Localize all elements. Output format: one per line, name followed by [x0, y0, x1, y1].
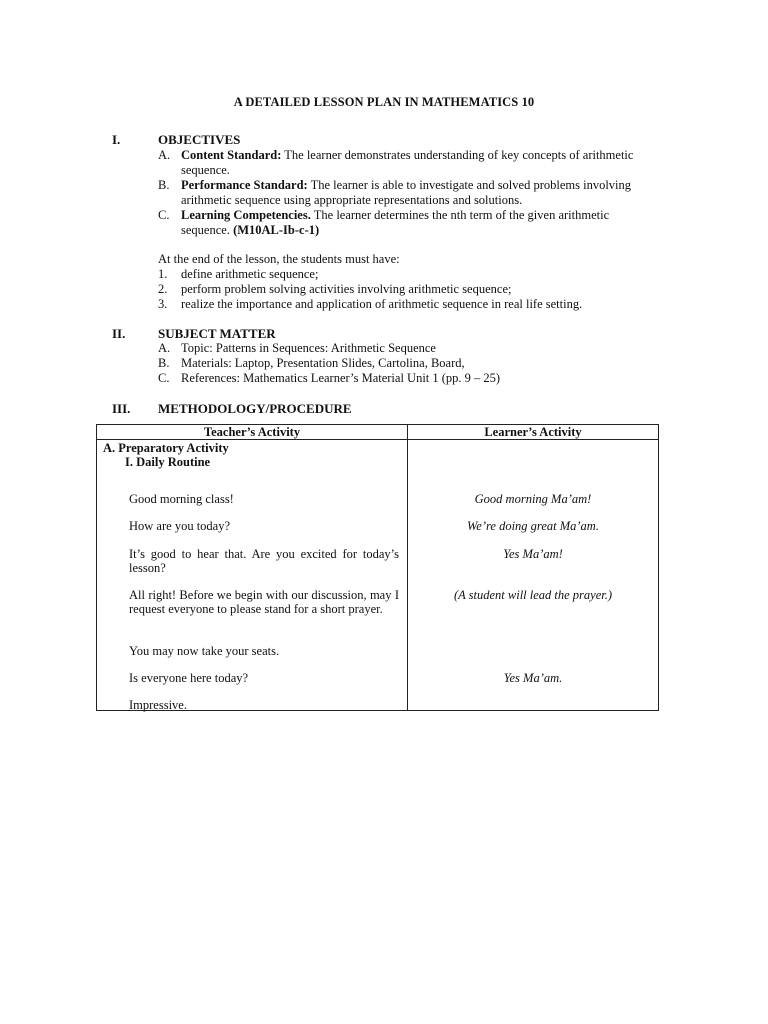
goal-item: [158, 267, 658, 282]
subject-text: Materials: Laptop, Presentation Slides, Cartolina, Board,: [181, 356, 465, 370]
teacher-line: Good morning class!: [129, 492, 234, 506]
objective-item: [158, 178, 658, 208]
teacher-line: Is everyone here today?: [129, 671, 249, 685]
learner-line: Yes Ma’am!: [503, 547, 563, 561]
teacher-line: All right! Before we begin with our discussion, may I request everyone to please stand for a short prayer.: [129, 588, 399, 616]
goal-marker: 1.: [158, 267, 168, 281]
learner-line: Good morning Ma’am!: [474, 492, 592, 506]
teacher-activity-cell: [97, 440, 408, 711]
teacher-activity-header: Teacher’s Activity: [97, 425, 408, 440]
subject-item: [158, 371, 658, 386]
subject-item: [158, 356, 658, 371]
goals-intro: At the end of the lesson, the students must have:: [158, 252, 400, 266]
subject-marker: A.: [158, 341, 171, 355]
table-header-row: [97, 425, 659, 440]
teacher-line: How are you today?: [129, 519, 231, 533]
objective-label: Content Standard:: [181, 148, 282, 162]
subject-marker: B.: [158, 356, 170, 370]
learner-line: (A student will lead the prayer.): [453, 588, 613, 602]
subject-item: [158, 341, 658, 356]
objective-label: Learning Competencies.: [181, 208, 311, 222]
subject-matter-heading: SUBJECT MATTER: [158, 326, 276, 341]
goal-item: [158, 297, 658, 312]
objectives-list: [158, 148, 658, 312]
objectives-heading: OBJECTIVES: [158, 132, 241, 147]
goal-text: realize the importance and application of arithmetic sequence in real life setting.: [181, 297, 583, 311]
learner-line: We’re doing great Ma’am.: [467, 519, 599, 533]
subject-matter-numeral: II.: [112, 326, 126, 341]
learner-activity-header: Learner’s Activity: [408, 425, 659, 440]
subject-text: References: Mathematics Learner’s Material Unit 1 (pp. 9 – 25): [181, 371, 501, 385]
table-row: [97, 440, 659, 711]
preparatory-activity-heading: A. Preparatory Activity: [103, 441, 229, 455]
objective-item: [158, 148, 658, 178]
teacher-line: Impressive.: [129, 698, 187, 712]
subject-text: Topic: Patterns in Sequences: Arithmetic Sequence: [181, 341, 436, 355]
document-title: A DETAILED LESSON PLAN IN MATHEMATICS 10: [233, 95, 535, 109]
goal-text: perform problem solving activities involving arithmetic sequence;: [181, 282, 512, 296]
objective-item: [158, 208, 658, 238]
objective-marker: A.: [158, 148, 171, 162]
objective-text: The learner is able to investigate and solved problems involving arithmetic sequence using appropriate representations and solutions.: [181, 178, 632, 207]
objective-marker: B.: [158, 178, 170, 192]
goal-marker: 2.: [158, 282, 168, 296]
teacher-line: It’s good to hear that. Are you excited for today’s lesson?: [129, 547, 399, 575]
objective-text: The learner demonstrates understanding of key concepts of arithmetic sequence.: [181, 148, 634, 177]
competency-code: (M10AL-Ib-c-1): [233, 223, 320, 237]
learner-activity-cell: [408, 440, 659, 711]
objectives-numeral: I.: [112, 132, 121, 147]
goal-text: define arithmetic sequence;: [181, 267, 319, 281]
objective-label: Performance Standard:: [181, 178, 308, 192]
learner-line: Yes Ma’am.: [503, 671, 563, 685]
objective-text: The learner determines the nth term of the given arithmetic sequence.: [181, 208, 610, 237]
procedure-table: [96, 424, 659, 711]
objective-marker: C.: [158, 208, 170, 222]
daily-routine-heading: I. Daily Routine: [125, 455, 211, 469]
goal-item: [158, 282, 658, 297]
goal-marker: 3.: [158, 297, 168, 311]
subject-marker: C.: [158, 371, 170, 385]
teacher-line: You may now take your seats.: [129, 644, 280, 658]
subject-matter-list: [158, 341, 658, 386]
methodology-heading: METHODOLOGY/PROCEDURE: [158, 401, 352, 416]
methodology-numeral: III.: [112, 401, 131, 416]
